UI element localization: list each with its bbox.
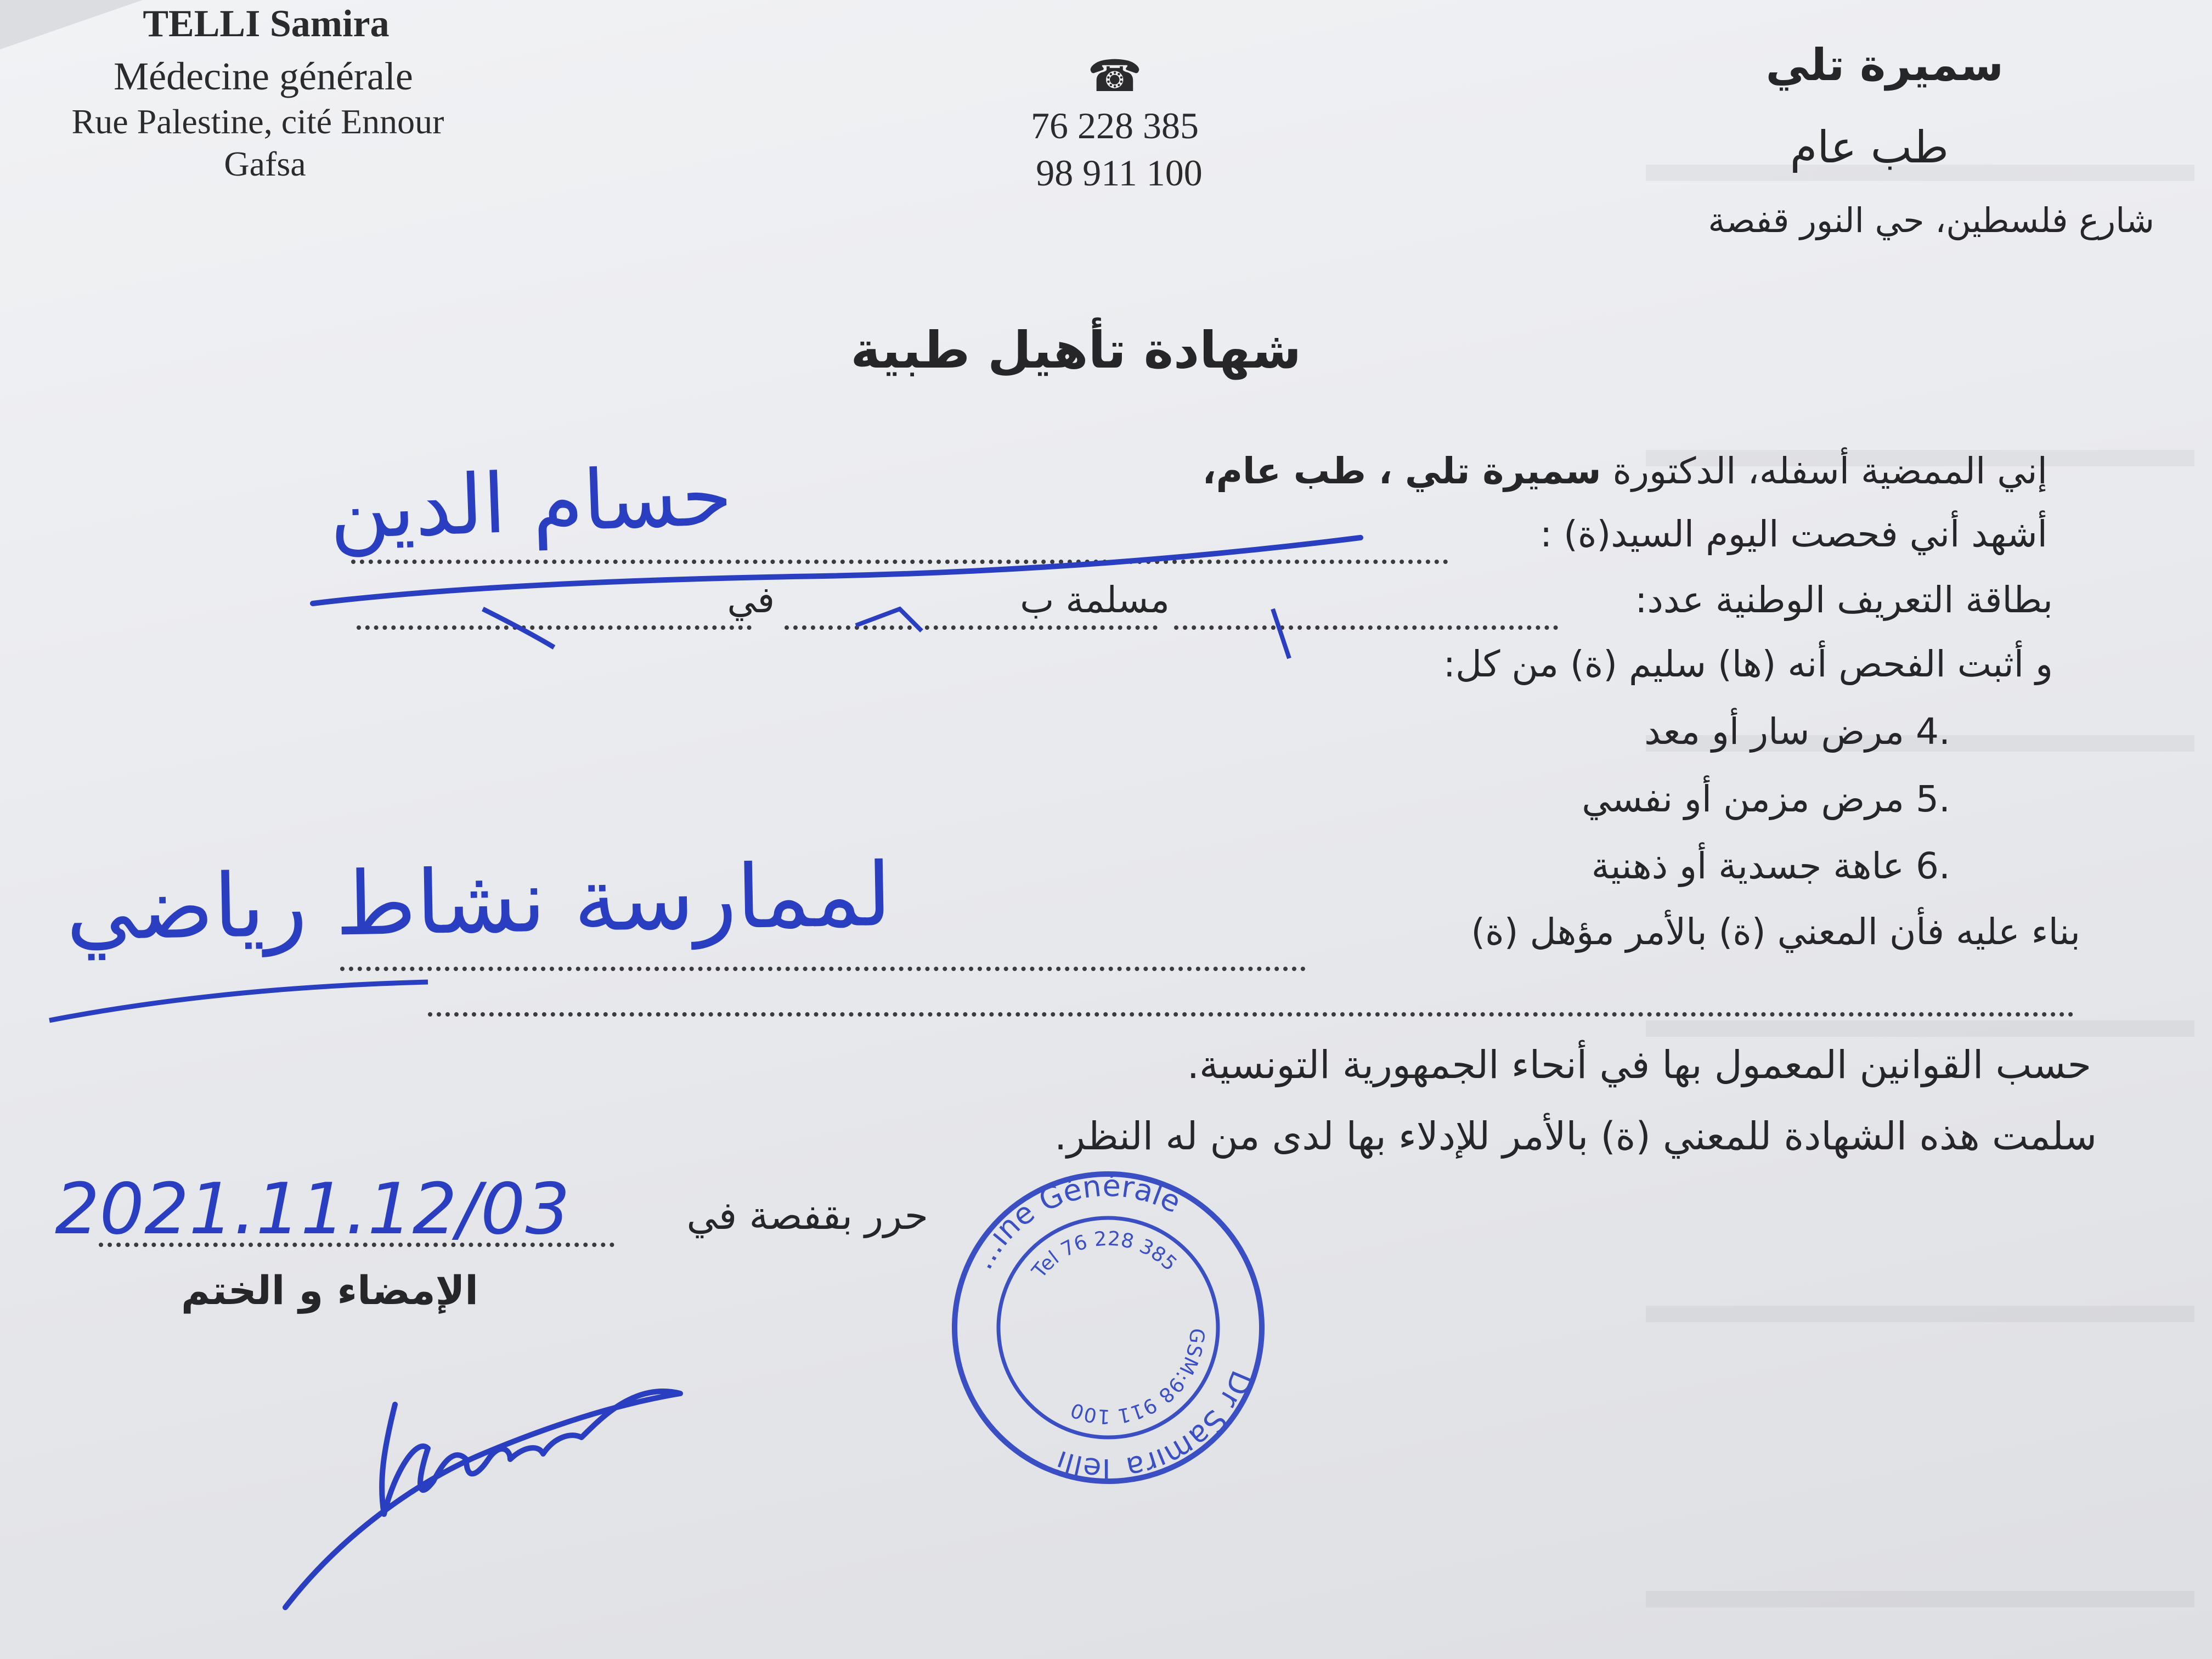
list-number: 4. xyxy=(1916,710,1950,753)
signature xyxy=(285,1391,680,1607)
ink-stroke xyxy=(1273,609,1289,658)
doctor-name-ar: سميرة تلي xyxy=(1765,40,2004,91)
body-line-7: سلمت هذه الشهادة للمعني (ة) بالأمر للإدلاء بها لدى من له النظر. xyxy=(1054,1114,2097,1159)
issued-on-label: في xyxy=(727,579,775,621)
specialty-fr: Médecine générale xyxy=(114,54,413,98)
address-fr: Rue Palestine, cité Ennour xyxy=(71,102,444,141)
stamp-tel: Tel 76 228 385 xyxy=(1028,1227,1181,1283)
certificate-title: شهادة تأهيل طبية xyxy=(850,321,1301,380)
city-fr: Gafsa xyxy=(224,144,306,183)
stamp-gsm: GSM:98 911 100 xyxy=(1068,1327,1209,1428)
stamp-name: Dr Samira Telli xyxy=(1051,1365,1260,1487)
stamp-outer-ring xyxy=(944,1163,1273,1492)
list-number: 5. xyxy=(1916,778,1950,820)
phone-line-2: 98 911 100 xyxy=(1036,152,1203,194)
issued-by-label: مسلمة ب xyxy=(1020,579,1170,621)
body-line-5: بناء عليه فأن المعني (ة) بالأمر مؤهل (ة) xyxy=(1471,911,2080,953)
body-line-1-prefix: إني الممضية أسفله، الدكتورة xyxy=(1612,450,2047,492)
id-card-label: بطاقة التعريف الوطنية عدد: xyxy=(1635,579,2053,621)
body-line-6: حسب القوانين المعمول بها في أنحاء الجمهورية التونسية. xyxy=(1187,1042,2091,1087)
body-line-2: أشهد أني فحصت اليوم السيد(ة) : xyxy=(1539,513,2047,555)
list-text: مرض سار أو معد xyxy=(1644,710,1905,753)
body-line-4: و أثبت الفحص أنه (ها) سليم (ة) من كل: xyxy=(1443,643,2053,685)
issued-at-label: حرر بقفصة في xyxy=(686,1193,928,1238)
address-ar: شارع فلسطين، حي النور قفصة xyxy=(1708,200,2154,240)
ink-stroke xyxy=(483,609,554,647)
svg-text:Tel 76 228 385 xyxy=(1025,1203,1184,1321)
list-text: عاهة جسدية أو ذهنية xyxy=(1591,845,1905,887)
telephone-icon: ☎ xyxy=(1087,53,1142,101)
list-text: مرض مزمن أو نفسي xyxy=(1582,778,1905,820)
ink-stroke xyxy=(856,609,922,631)
signature-label: الإمضاء و الختم xyxy=(180,1267,478,1313)
phone-line-1: 76 228 385 xyxy=(1031,105,1199,146)
doctor-stamp xyxy=(944,1163,1273,1492)
ink-stroke xyxy=(313,538,1361,603)
doctor-name-fr: TELLI Samira xyxy=(143,3,390,45)
ink-stroke xyxy=(49,982,428,1020)
handwritten-date: 2021.11.12/03 xyxy=(55,1169,570,1250)
list-number: 6. xyxy=(1916,845,1950,887)
doctor-name-inline: سميرة تلي ، طب عام، xyxy=(1202,450,1601,492)
handwritten-purpose: لممارسة نشاط رياضي xyxy=(65,843,893,961)
specialty-ar: طب عام xyxy=(1790,122,1949,173)
handwritten-patient-name: حسام الدين xyxy=(328,448,734,558)
stamp-specialty: ...ine Générale xyxy=(964,1168,1187,1275)
